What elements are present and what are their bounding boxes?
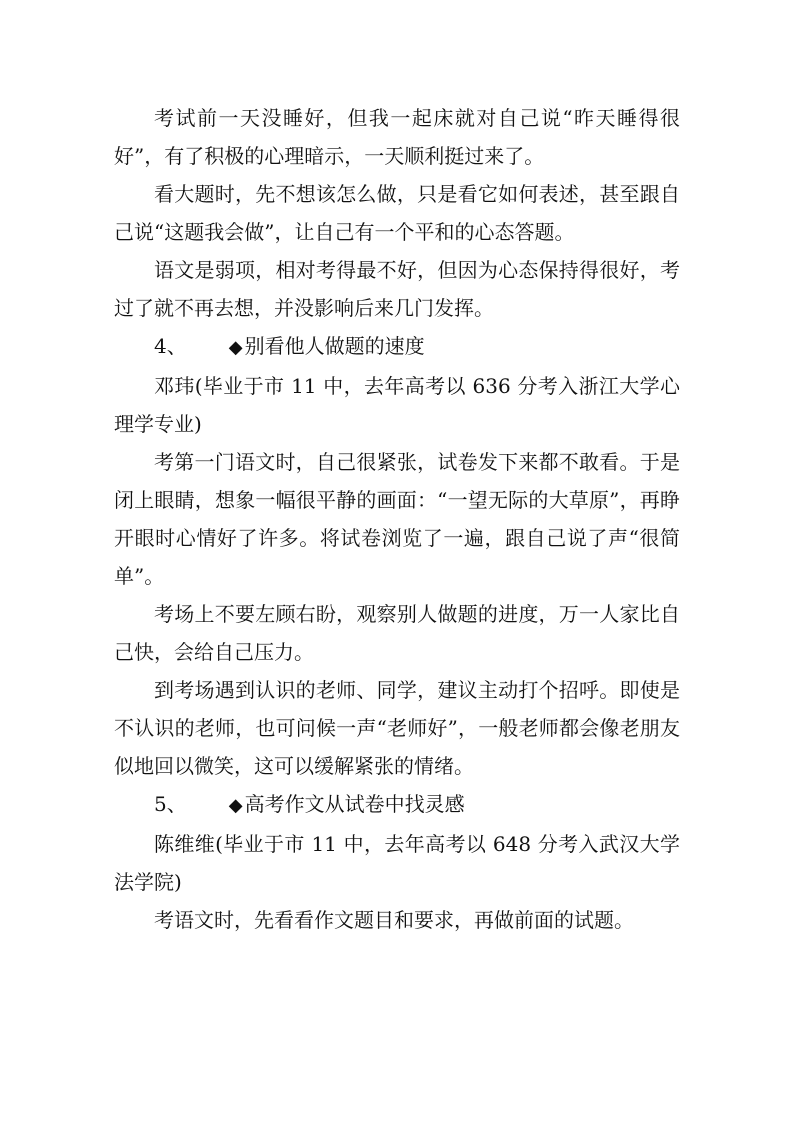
paragraph: 考场上不要左顾右盼，观察别人做题的进度，万一人家比自己快，会给自己压力。 bbox=[114, 602, 680, 664]
section-number: 5、 bbox=[154, 792, 187, 816]
section-heading bbox=[114, 785, 680, 825]
paragraph: 看大题时，先不想该怎么做，只是看它如何表述，甚至跟自己说“这题我会做”，让自己有一个平和的心态答题。 bbox=[114, 182, 680, 244]
paragraph: 考试前一天没睡好，但我一起床就对自己说“昨天睡得很好”，有了积极的心理暗示，一天顺利挺过来了。 bbox=[114, 106, 680, 168]
paragraph: 语文是弱项，相对考得最不好，但因为心态保持得很好，考过了就不再去想，并没影响后来几门发挥。 bbox=[114, 258, 680, 320]
paragraph: 邓玮(毕业于市 11 中，去年高考以 636 分考入浙江大学心理学专业) bbox=[114, 374, 680, 436]
section-heading-text: 高考作文从试卷中找灵感 bbox=[244, 792, 465, 816]
paragraph: 考第一门语文时，自己很紧张，试卷发下来都不敢看。于是闭上眼睛，想象一幅很平静的画面：“一望无际的大草原”，再睁开眼时心情好了许多。将试卷浏览了一遍，跟自己说了声“很简单”。 bbox=[114, 450, 680, 588]
document-page bbox=[114, 99, 680, 939]
diamond-bullet-icon: ◆ bbox=[228, 795, 243, 816]
section-heading-text: 别看他人做题的速度 bbox=[244, 334, 425, 358]
paragraph: 到考场遇到认识的老师、同学，建议主动打个招呼。即使是不认识的老师，也可问候一声“老师好”，一般老师都会像老朋友似地回以微笑，这可以缓解紧张的情绪。 bbox=[114, 678, 680, 778]
diamond-bullet-icon: ◆ bbox=[228, 337, 243, 358]
paragraph: 陈维维(毕业于市 11 中，去年高考以 648 分考入武汉大学法学院) bbox=[114, 832, 680, 894]
paragraph: 考语文时，先看看作文题目和要求，再做前面的试题。 bbox=[154, 908, 634, 932]
section-number: 4、 bbox=[154, 334, 187, 358]
section-heading bbox=[114, 327, 680, 367]
